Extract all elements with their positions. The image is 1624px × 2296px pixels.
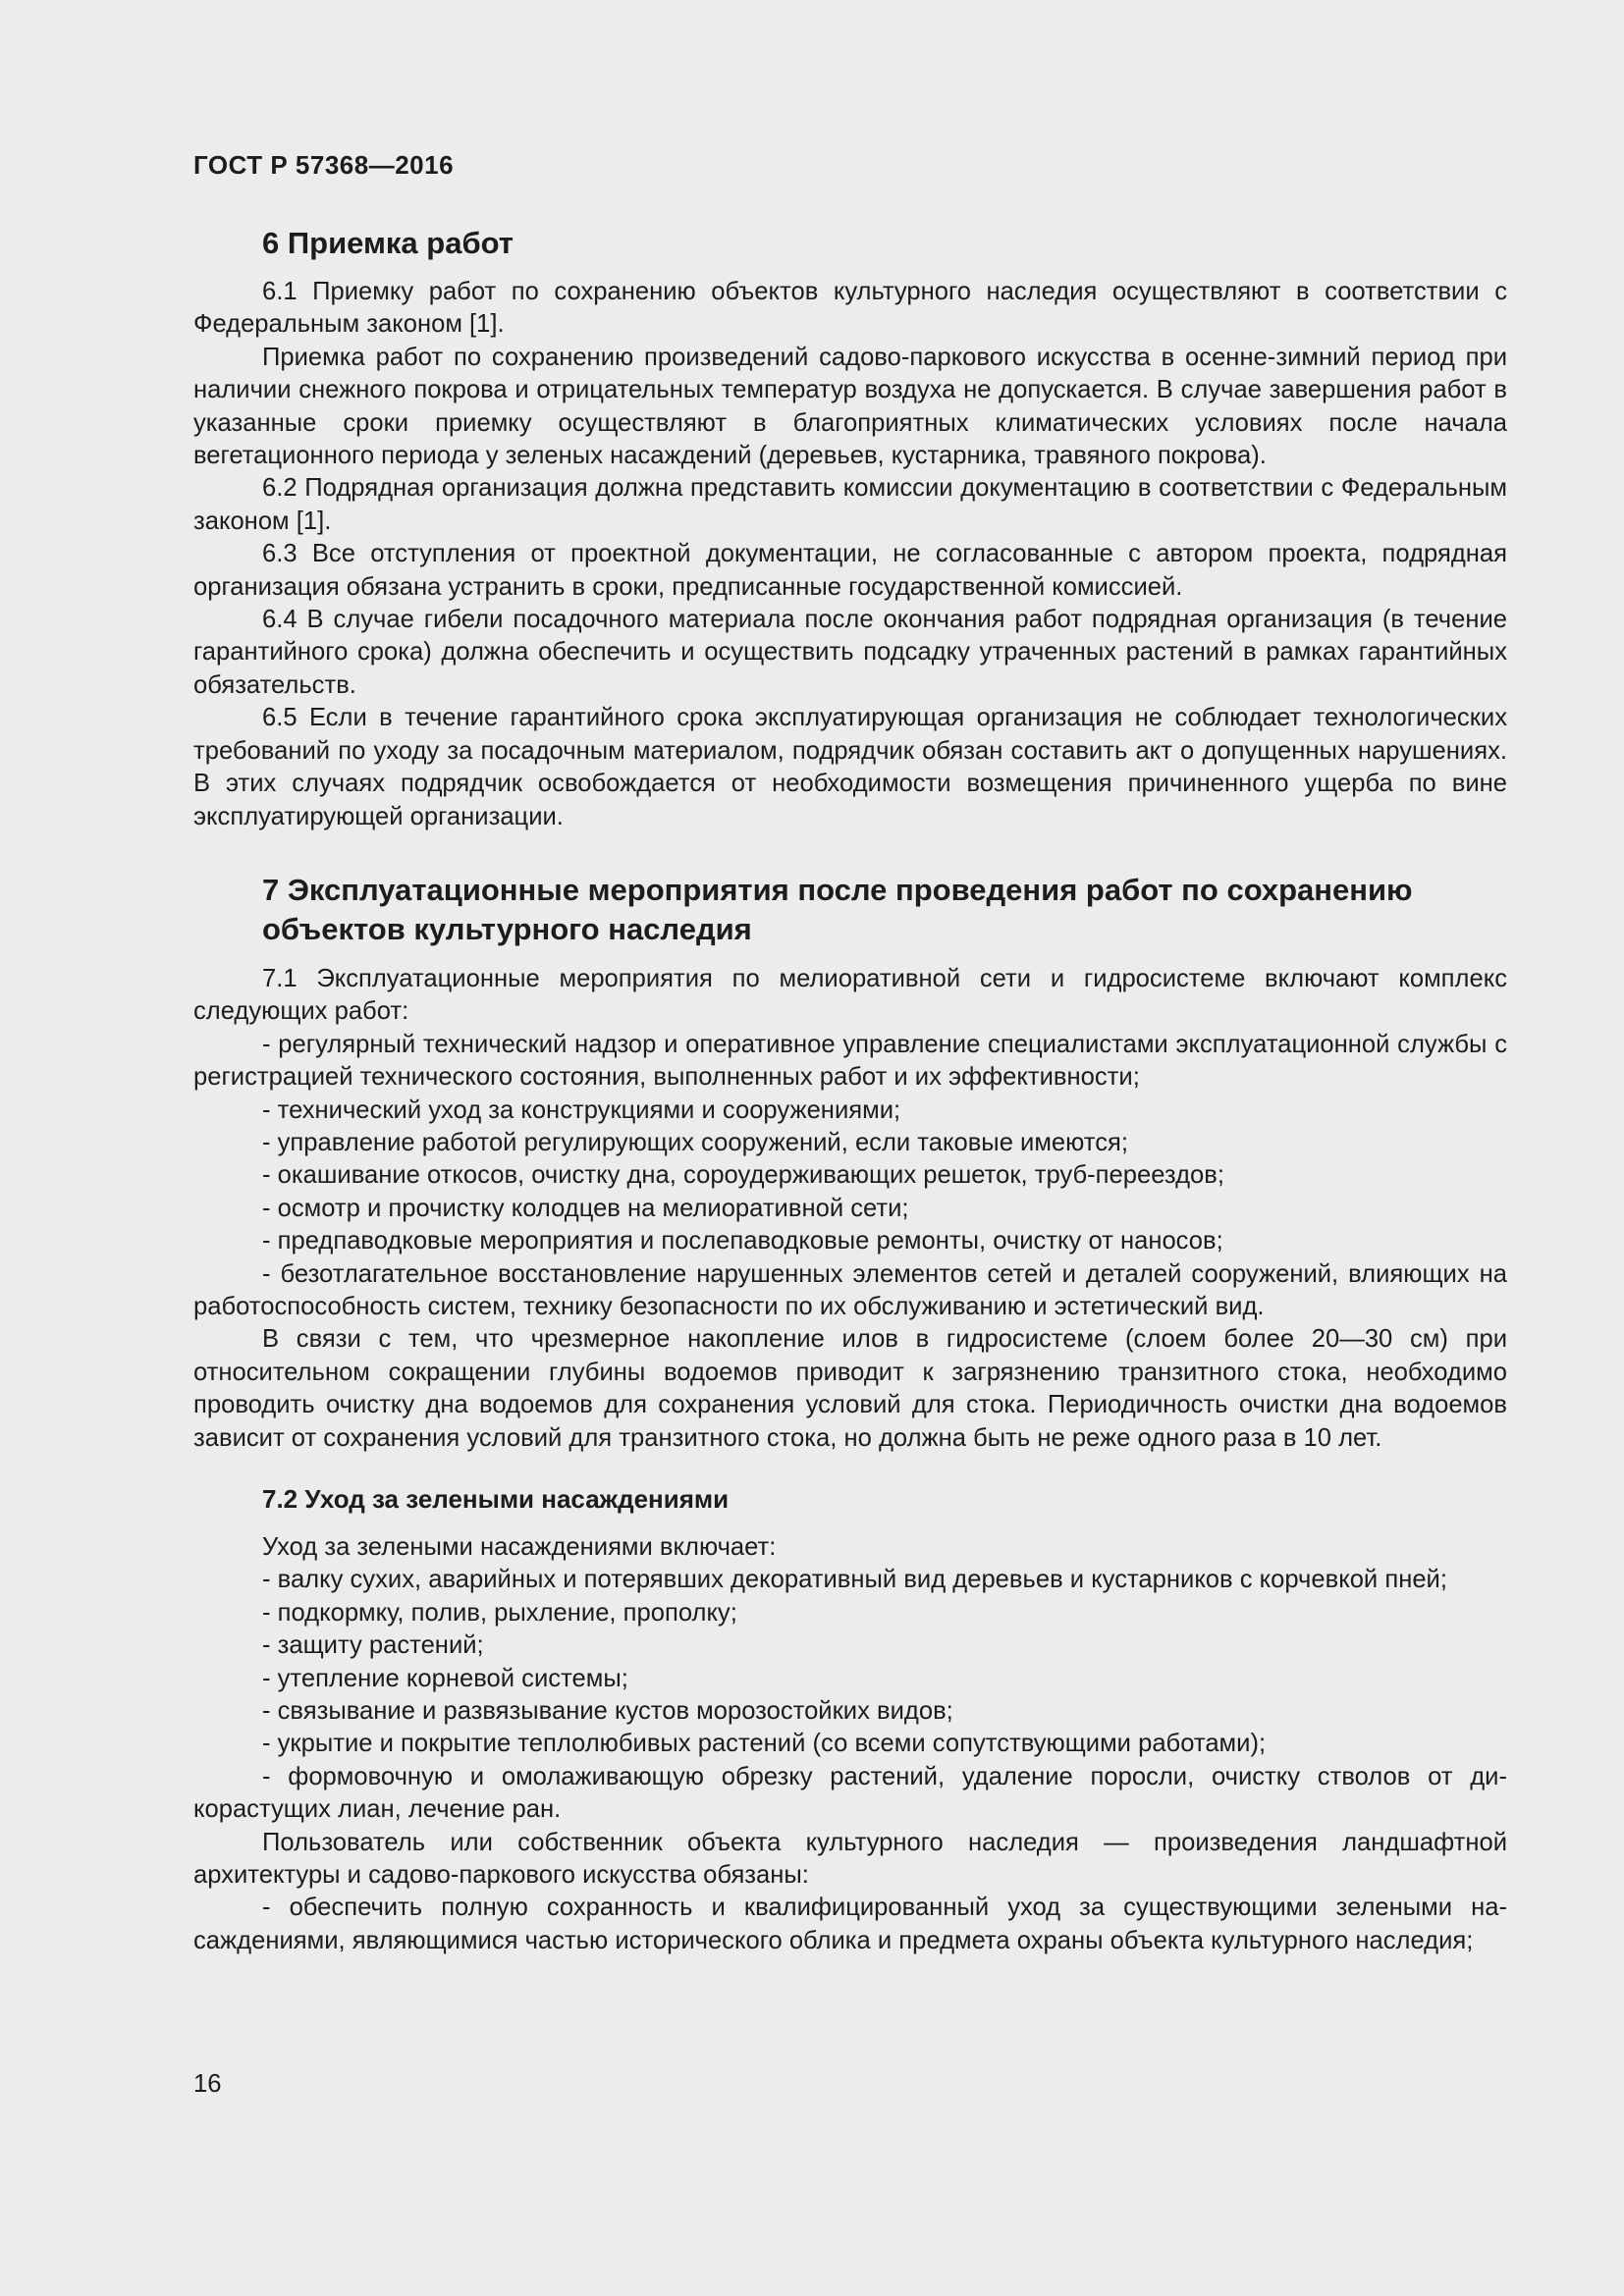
list-item: - утепление корневой системы; [262, 1664, 628, 1692]
section-7-heading: 7 Эксплуатационные мероприятия после проведения работ по сохранению объектов культурного наследия [262, 872, 1413, 946]
list-item: - безотлагательное восстановление нарушенных элементов сетей и деталей сооружений, влияющих на работоспособность систем, технику безопасности по их обслуживанию и эстетический вид. [193, 1259, 1507, 1320]
list-item: - управление работой регулирующих сооружений, если таковые имеются; [262, 1128, 1128, 1156]
paragraph-6-2: 6.2 Подрядная организация должна представить комиссии документацию в соответствии с Федеральным законом [1]. [193, 474, 1507, 535]
list-item: - обеспечить полную сохранность и квалифицированный уход за существующими зелеными насаждениями, являющимися частью исторического облика и предмета охраны объекта культурного наследия; [193, 1894, 1507, 1954]
paragraph-7-1: 7.1 Эксплуатационные мероприятия по мелиоративной сети и гидросистеме включают комплекс следующих работ: [193, 964, 1507, 1026]
list-item: - технический уход за конструкциями и сооружениями; [262, 1095, 901, 1124]
page-number: 16 [193, 2070, 222, 2098]
paragraph-sludge-cleaning: В связи с тем, что чрезмерное накопление илов в гидросистеме (слоем более 20—30 см) при относительном сокращении глубины водоемов приводит к загрязнению транзитного стока, необходимо проводить очистку дна водоемов для сохранения условий для стока. Периодичность очистки дна водоемов зависит от сохранения условий для транзитного стока, но должна быть не реже одного раза в 10 лет. [193, 1325, 1507, 1452]
list-item: - предпаводковые мероприятия и послепаводковые ремонты, очистку от наносов; [262, 1227, 1223, 1255]
list-item: - защиту растений; [262, 1631, 484, 1660]
paragraph-6-3: 6.3 Все отступления от проектной документации, не согласованные с автором проекта, подрядная организация обязана устранить в сроки, предписанные государственной комиссией. [193, 540, 1507, 601]
list-item: - укрытие и покрытие теплолюбивых растений (со всеми сопутствующими работами); [262, 1730, 1267, 1758]
list-item: - подкормку, полив, рыхление, прополку; [262, 1598, 737, 1627]
list-item: - валку сухих, аварийных и потерявших декоративный вид деревьев и кустарников с корчевкой пней; [262, 1566, 1447, 1594]
paragraph-owner-obligations: Пользователь или собственник объекта культурного наследия — произведения ландшафтной архитектуры и садово-паркового искусства обязаны: [193, 1828, 1507, 1890]
document-body [193, 224, 1507, 1957]
list-item: - осмотр и прочистку колодцев на мелиоративной сети; [262, 1194, 909, 1222]
paragraph-7-2-intro: Уход за зелеными насаждениями включает: [262, 1533, 777, 1561]
list-item: - формовочную и омолаживающую обрезку растений, удаление поросли, очистку стволов от дикорастущих лиан, лечение ран. [193, 1762, 1507, 1824]
paragraph-6-1-acceptance: Приемка работ по сохранению произведений садово-паркового искусства в осенне-зимний период при наличии снежного покрова и отрицательных температур воздуха не допускается. В случае завершения работ в указанные сроки приемку осуществляют в благоприятных климатических условиях после начала вегетационного периода у зеленых насаждений (деревьев, кустарника, травяного покрова). [193, 343, 1507, 470]
list-item: - окашивание откосов, очистку дна, сороудерживающих решеток, труб-переездов; [262, 1161, 1224, 1190]
list-item: - связывание и развязывание кустов морозостойких видов; [262, 1697, 953, 1726]
paragraph-6-4: 6.4 В случае гибели посадочного материала после окончания работ подрядная организация (в течение гарантийного срока) должна обеспечить и осуществить подсадку утраченных растений в рамках гарантийных обязательств. [193, 606, 1507, 699]
paragraph-6-1: 6.1 Приемку работ по сохранению объектов культурного наследия осуществляют в соответствии с Федеральным законом [1]. [193, 278, 1507, 339]
document-id-header: ГОСТ Р 57368—2016 [193, 150, 455, 180]
section-6-heading: 6 Приемка работ [262, 226, 514, 260]
paragraph-6-5: 6.5 Если в течение гарантийного срока эксплуатирующая организация не соблюдает технологических требований по уходу за посадочным материалом, подрядчик обязан составить акт о допущенных нарушениях. В этих случаях подрядчик освобождается от необходимости возмещения причиненного ущерба по вине эксплуатирующей организации. [193, 704, 1507, 830]
list-item: - регулярный технический надзор и оперативное управление специалистами эксплуатационной службы с регистрацией технического состояния, выполненных работ и их эффективности; [193, 1030, 1507, 1092]
subsection-7-2-heading: 7.2 Уход за зелеными насаждениями [262, 1484, 730, 1514]
